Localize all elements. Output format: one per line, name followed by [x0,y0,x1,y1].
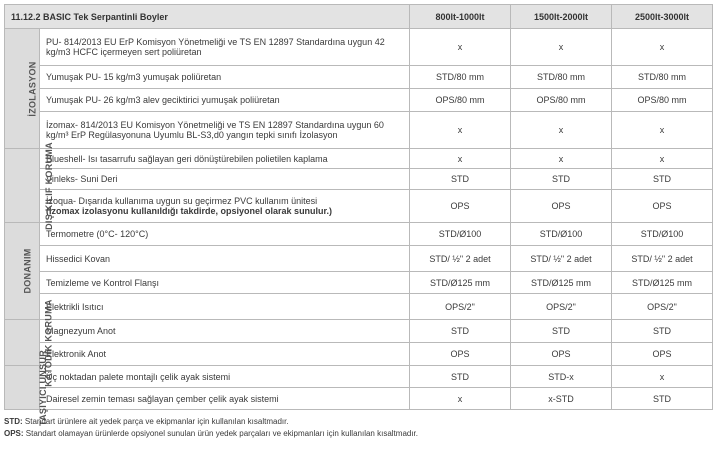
row-description [40,66,410,89]
value-cell: OPS/2" [612,294,713,320]
row-description-text: Elektronik Anot [46,349,107,359]
value-cell: x [612,149,713,169]
row-description-text: Vinleks- Suni Deri [46,174,118,184]
footnote-text: Standart ürünlere ait yedek parça ve ekipmanlar için kullanılan kısaltmadır. [22,417,289,426]
row-description [40,223,410,246]
value-cell: x [410,149,511,169]
row-description [40,112,410,149]
column-header: 800lt-1000lt [410,5,511,29]
table-row [5,223,713,246]
value-cell: STD [511,320,612,343]
table-row [5,320,713,343]
footnote-std [4,416,418,428]
row-description-text: Magnezyum Anot [46,326,116,336]
row-description [40,89,410,112]
group-label-text: DONANIM [22,248,33,294]
row-description [40,320,410,343]
table-row [5,388,713,410]
row-description [40,149,410,169]
value-cell: x [410,388,511,410]
group-label-izolasyon [5,29,40,149]
row-description-text: Temizleme ve Kontrol Flanşı [46,277,160,288]
value-cell: STD [410,366,511,388]
value-cell: STD/80 mm [511,66,612,89]
footnote-ops [4,428,418,440]
header-row [5,5,713,29]
value-cell: OPS/80 mm [612,89,713,112]
value-cell: STD/Ø100 [612,223,713,246]
value-cell: STD/80 mm [410,66,511,89]
value-cell: STD/Ø100 [410,223,511,246]
value-cell: OPS [410,190,511,223]
row-note: (İzomax izolasyonu kullanıldığı takdirde, opsiyonel olarak sunulur.) [46,206,333,216]
value-cell: STD [410,169,511,190]
row-description [40,169,410,190]
table-row [5,246,713,272]
row-description-text: Yumuşak PU- 26 kg/m3 alev geciktirici yumuşak poliüretan [46,95,280,105]
table-row [5,190,713,223]
column-header: 1500lt-2000lt [511,5,612,29]
value-cell: STD [612,320,713,343]
row-description [40,388,410,410]
group-label-text: İZOLASYON [27,60,38,117]
footnote-abbr: STD: [4,417,23,426]
table-row [5,29,713,66]
table-row [5,272,713,294]
value-cell: OPS [410,343,511,366]
row-description-text: Hissedici Kovan [46,253,111,264]
value-cell: STD [410,320,511,343]
group-label-text: TAŞIYICI UNSUR [38,349,49,426]
table-row [5,149,713,169]
table-row [5,66,713,89]
row-description-text: İzomax- 814/2013 EU Komisyon Yönetmeliği ve TS EN 12897 Standardına uygun 60 kg/m³ ErP Regülasyonuna Uyumlu BL-S3,d0 yangın tepki sınıfı İzolasyon [46,120,384,140]
value-cell: STD [612,388,713,410]
value-cell: STD/Ø100 [511,223,612,246]
group-label-text: KATODİK KORUMA [43,298,54,387]
value-cell: x [410,29,511,66]
row-description-text: Blueshell- Isı tasarrufu sağlayan geri dönüştürebilen polietilen kaplama [46,153,328,164]
value-cell: OPS/2" [511,294,612,320]
group-label-katodik-koruma [5,298,54,387]
table-row [5,169,713,190]
value-cell: STD [612,169,713,190]
table-title: 11.12.2 BASIC Tek Serpantinli Boyler [5,5,410,29]
value-cell: OPS [511,343,612,366]
row-description-text: Üç noktadan palete montajlı çelik ayak sistemi [46,371,231,382]
value-cell: x [511,112,612,149]
row-description [40,366,410,388]
value-cell: OPS/80 mm [511,89,612,112]
value-cell: STD/Ø125 mm [410,272,511,294]
row-description-text: Yumuşak PU- 15 kg/m3 yumuşak poliüretan [46,72,222,82]
row-description [40,29,410,66]
value-cell: x [511,149,612,169]
value-cell: x [612,366,713,388]
row-description-text: Dairesel zemin teması sağlayan çember çelik ayak sistemi [46,393,279,404]
value-cell: OPS [612,190,713,223]
row-description [40,246,410,272]
row-description-text: İzoqua- Dışarıda kullanıma uygun su geçirmez PVC kullanım ünitesi [46,196,318,206]
group-label-dis-kilif-koruma [5,141,54,230]
row-description-text: Termometre (0°C- 120°C) [46,229,149,239]
row-description-text: PU- 814/2013 EU ErP Komisyon Yönetmeliği ve TS EN 12897 Standardına uygun 42 kg/m3 HCFC içermeyen sert poliüretan [46,37,385,57]
value-cell: STD [511,169,612,190]
value-cell: x [410,112,511,149]
value-cell: OPS/80 mm [410,89,511,112]
footnote-text: Standart olamayan ürünlerde opsiyonel sunulan ürün yedek parçaları ve ekipmanları için kullanılan kısaltmadır. [23,429,419,438]
value-cell: OPS [612,343,713,366]
footnotes [4,416,418,440]
row-description [40,272,410,294]
group-label-donanim [5,223,40,320]
column-header: 2500lt-3000lt [612,5,713,29]
group-label-text: DIŞ KILIF KORUMA [43,141,54,230]
row-description [40,343,410,366]
table-row [5,294,713,320]
value-cell: x-STD [511,388,612,410]
footnote-abbr: OPS: [4,429,24,438]
table-row [5,366,713,388]
table-row [5,343,713,366]
value-cell: STD-x [511,366,612,388]
value-cell: OPS/2" [410,294,511,320]
value-cell: STD/ ½" 2 adet [511,246,612,272]
value-cell: x [612,112,713,149]
row-description [40,190,410,223]
value-cell: STD/Ø125 mm [612,272,713,294]
value-cell: STD/80 mm [612,66,713,89]
table-row [5,112,713,149]
value-cell: x [612,29,713,66]
value-cell: STD/ ½" 2 adet [612,246,713,272]
row-description [40,294,410,320]
value-cell: OPS [511,190,612,223]
value-cell: STD/Ø125 mm [511,272,612,294]
table-row [5,89,713,112]
row-description-text: Elektrikli Isıtıcı [46,301,104,312]
value-cell: x [511,29,612,66]
value-cell: STD/ ½" 2 adet [410,246,511,272]
